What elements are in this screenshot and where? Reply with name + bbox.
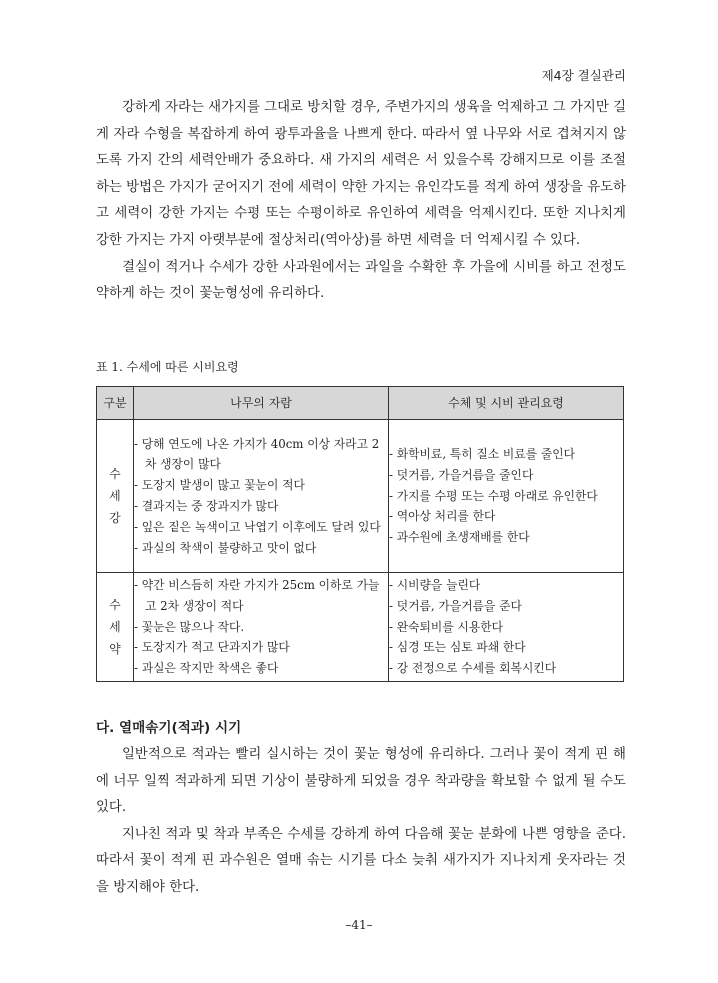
category-char: 세 (109, 620, 121, 634)
list-item: - 화학비료, 특히 질소 비료를 줄인다 (389, 447, 576, 461)
table-header-row (97, 387, 624, 420)
list-item: - 역아상 처리를 한다 (389, 509, 496, 524)
list-item: - 덧거름, 가을거름을 줄인다 (389, 467, 534, 482)
management-cell-strong (389, 420, 624, 573)
thinning-paragraphs (96, 742, 626, 902)
fertilization-table (96, 386, 624, 682)
list-item: - 도장지가 적고 단과지가 많다 (134, 640, 290, 655)
header-management: 수체 및 시비 관리요령 (389, 387, 624, 420)
paragraph-thinning-effects: 지나친 적과 및 착과 부족은 수세를 강하게 하여 다음해 꽃눈 분화에 나쁜 영향을 준다. 따라서 꽃이 적게 핀 과수원은 열매 솎는 시기를 다소 늦춰 새가지가 지나치게 웃자라는 것을 방지해야 한다. (96, 826, 626, 895)
list-item: - 시비량을 늘린다 (389, 578, 481, 592)
list-item: - 약간 비스듬히 자란 가지가 25cm 이하로 가늘고 2차 생장이 적다 (134, 578, 380, 613)
list-item: - 심경 또는 심토 파쇄 한다 (389, 640, 526, 655)
intro-paragraphs (96, 95, 626, 308)
table-row-weak (97, 573, 624, 682)
paragraph-thinning-timing: 일반적으로 적과는 빨리 실시하는 것이 꽃눈 형성에 유리하다. 그러나 꽃이 적게 핀 해에 너무 일찍 적과하게 되면 기상이 불량하게 되었을 경우 착과량을 확보할 수 없게 될 수도 있다. (96, 747, 626, 816)
list-item: - 과실은 작지만 착색은 좋다 (134, 661, 279, 676)
list-item: - 결과지는 중 장과지가 많다 (134, 499, 279, 513)
category-cell-weak (97, 573, 134, 682)
paragraph-fertilization: 결실이 적거나 수세가 강한 사과원에서는 과일을 수확한 후 가을에 시비를 하고 전정도 약하게 하는 것이 꽃눈형성에 유리하다. (96, 259, 626, 302)
list-item: - 가지를 수평 또는 수평 아래로 유인한다 (389, 488, 598, 503)
list-item: - 당해 연도에 나온 가지가 40cm 이상 자라고 2차 생장이 많다 (134, 436, 380, 472)
list-item: - 잎은 짙은 녹색이고 낙엽기 이후에도 달려 있다 (134, 519, 381, 534)
table-row-strong (97, 420, 624, 573)
list-item: - 과수원에 초생재배를 한다 (389, 530, 530, 545)
list-item: - 과실의 착색이 불량하고 맛이 없다 (134, 540, 317, 555)
header-growth: 나무의 자람 (134, 387, 389, 420)
list-item: - 도장지 발생이 많고 꽃눈이 적다 (134, 478, 305, 493)
header-category: 구분 (97, 387, 134, 420)
growth-cell-weak (134, 573, 389, 682)
category-char: 수 (109, 598, 121, 612)
table-caption: 표 1. 수세에 따른 시비요령 (96, 360, 239, 374)
list-item: - 덧거름, 가을거름을 준다 (389, 598, 522, 613)
category-cell-strong (97, 420, 134, 573)
list-item: - 꽃눈은 많으나 작다. (134, 619, 245, 634)
category-char: 수 (109, 467, 121, 481)
management-cell-weak (389, 573, 624, 682)
page-number: –41– (345, 918, 373, 932)
growth-cell-strong (134, 420, 389, 573)
paragraph-branch-vigor: 강하게 자라는 새가지를 그대로 방치할 경우, 주변가지의 생육을 억제하고 그 가지만 길게 자라 수형을 복잡하게 하여 광투과율을 나쁘게 한다. 따라서 옆 나무와 서로 겹쳐지지 않도록 가지 간의 세력안배가 중요하다. 새 가지의 세력은 서 있을수록 강해지므로 이를 조절하는 방법은 가지가 굳어지기 전에 세력이 약한 가지는 유인각도를 적게 하여 생장을 유도하고 세력이 강한 가지는 수평 또는 수평이하로 유인하여 세력을 억제시킨다. 또한 지나치게 강한 가지는 가지 아랫부분에 절상처리(역아상)를 하면 세력을 더 억제시킬 수 있다. (96, 100, 626, 248)
category-char: 약 (109, 642, 121, 656)
list-item: - 강 전정으로 수세를 회복시킨다 (389, 661, 557, 676)
category-char: 강 (109, 511, 121, 525)
list-item: - 완숙퇴비를 시용한다 (389, 619, 504, 634)
category-char: 세 (109, 489, 121, 503)
chapter-header: 제4장 결실관리 (541, 68, 626, 83)
section-heading: 다. 열매솎기(적과) 시기 (96, 720, 242, 736)
